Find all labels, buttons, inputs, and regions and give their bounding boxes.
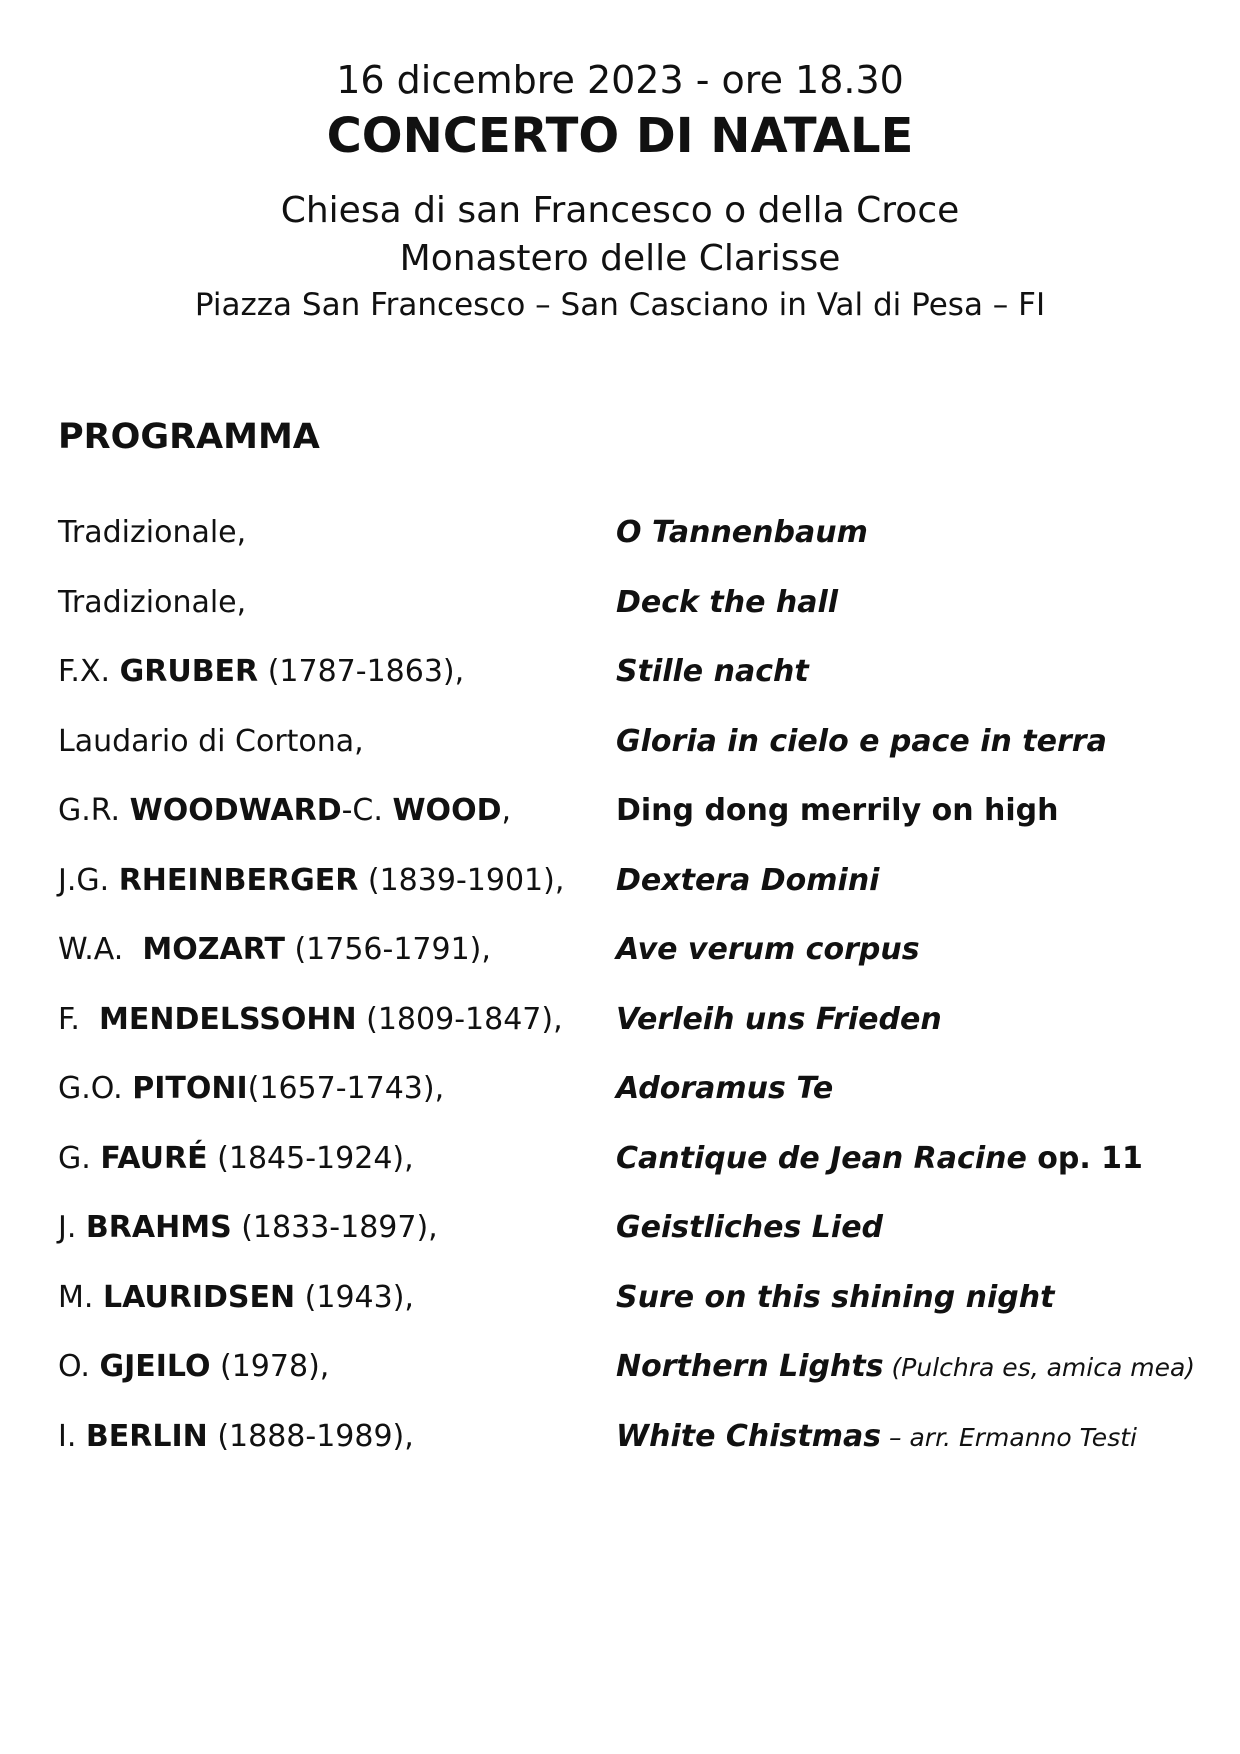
program-item — [0, 1203, 1240, 1253]
program-item — [0, 1134, 1240, 1184]
program-item-composer — [58, 578, 246, 628]
composer-initials: F. — [58, 1002, 100, 1037]
program-item-composer — [58, 1134, 414, 1184]
composer-surname: MOZART — [142, 932, 285, 967]
composer-dates: (1845-1924), — [207, 1141, 414, 1176]
composer-initials: G. — [58, 1141, 101, 1176]
program-item — [0, 647, 1240, 697]
program-item-composer — [58, 717, 364, 767]
composer-dates: (1978), — [210, 1349, 330, 1384]
program-item — [0, 925, 1240, 975]
composer-surname: WOODWARD — [129, 793, 342, 828]
program-item-composer — [58, 508, 246, 558]
composer-dates: (1833-1897), — [231, 1210, 438, 1245]
venue-monastery: Monastero delle Clarisse — [399, 238, 841, 279]
program-item-work — [616, 786, 1058, 837]
work-title: Stille nacht — [616, 654, 809, 689]
program-item — [0, 1342, 1240, 1392]
composer-dates: (1943), — [295, 1280, 414, 1315]
composer-dates: (1787-1863), — [258, 654, 465, 689]
work-note: – arr. Ermanno Testi — [881, 1423, 1137, 1452]
program-item-work — [616, 1203, 883, 1254]
program-item — [0, 856, 1240, 906]
concert-title: CONCERTO DI NATALE — [326, 108, 914, 164]
composer-initials: F.X. — [58, 654, 120, 689]
program-item-composer — [58, 1273, 414, 1323]
program-item — [0, 578, 1240, 628]
composer-initials: Tradizionale, — [58, 585, 247, 620]
composer-initials: G.O. — [58, 1071, 133, 1106]
program-item-work — [616, 925, 920, 976]
work-title: Sure on this shining night — [616, 1280, 1055, 1315]
program-item-composer — [58, 647, 464, 697]
work-title: Dextera Domini — [616, 863, 880, 898]
composer-surname: LAURIDSEN — [102, 1280, 296, 1315]
program-item-work — [616, 1342, 1195, 1393]
work-title: O Tannenbaum — [616, 515, 868, 550]
composer-surname: GRUBER — [119, 654, 259, 689]
composer-surname: RHEINBERGER — [118, 863, 359, 898]
venue-address: Piazza San Francesco – San Casciano in Val di Pesa – FI — [194, 287, 1046, 323]
program-item-work — [616, 1412, 1137, 1463]
program-item — [0, 717, 1240, 767]
program-item-composer — [58, 786, 511, 836]
program-item — [0, 786, 1240, 836]
composer-dates: (1657-1743), — [247, 1071, 445, 1106]
composer-dates: (1839-1901), — [358, 863, 565, 898]
composer-initials: O. — [58, 1349, 100, 1384]
composer-initials: Laudario di Cortona, — [58, 724, 364, 759]
program-heading: PROGRAMMA — [58, 417, 320, 457]
composer-initials: W.A. — [58, 932, 143, 967]
program-item-work — [616, 1273, 1054, 1324]
program-item — [0, 508, 1240, 558]
composer-surname: GJEILO — [99, 1349, 211, 1384]
program-item-work — [616, 717, 1107, 768]
program-item — [0, 1412, 1240, 1462]
work-title: Verleih uns Frieden — [616, 1002, 942, 1037]
work-title: Geistliches Lied — [616, 1210, 884, 1245]
work-title: White Chistmas — [616, 1419, 882, 1454]
program-item-work — [616, 856, 879, 907]
composer-dates-second: , — [501, 793, 512, 828]
composer-surname: BERLIN — [85, 1419, 208, 1454]
program-item-work — [616, 508, 868, 559]
composer-initials: Tradizionale, — [58, 515, 247, 550]
program-item — [0, 1273, 1240, 1323]
composer-initials: G.R. — [58, 793, 130, 828]
program-item-work — [616, 1134, 1143, 1185]
program-item-work — [616, 647, 809, 698]
venue-church: Chiesa di san Francesco o della Croce — [280, 190, 960, 231]
work-note: (Pulchra es, amica mea) — [883, 1353, 1196, 1382]
composer-initials: I. — [58, 1419, 86, 1454]
program-item-work — [616, 1064, 833, 1115]
program-item-work — [616, 578, 838, 629]
program-item — [0, 995, 1240, 1045]
composer-initials: M. — [58, 1280, 103, 1315]
work-suffix: Ding dong merrily on high — [616, 793, 1059, 828]
composer-surname: BRAHMS — [85, 1210, 232, 1245]
composer-surname: PITONI — [132, 1071, 248, 1106]
work-title: Cantique de Jean Racine — [616, 1141, 1027, 1176]
composer-surname: FAURÉ — [100, 1141, 208, 1176]
program-item-work — [616, 995, 942, 1046]
composer-initials: J.G. — [58, 863, 119, 898]
work-title: Northern Lights — [616, 1349, 884, 1384]
program-item-composer — [58, 1342, 329, 1392]
work-title: Ave verum corpus — [616, 932, 920, 967]
work-title: Adoramus Te — [616, 1071, 834, 1106]
program-item-composer — [58, 995, 563, 1045]
program-item-composer — [58, 856, 564, 906]
work-suffix: op. 11 — [1026, 1141, 1143, 1176]
composer-dates: -C. — [341, 793, 393, 828]
composer-initials: J. — [58, 1210, 86, 1245]
work-title: Deck the hall — [616, 585, 839, 620]
program-item — [0, 1064, 1240, 1114]
concert-date-time: 16 dicembre 2023 - ore 18.30 — [336, 58, 904, 102]
composer-surname-second: WOOD — [392, 793, 502, 828]
composer-dates: (1756-1791), — [284, 932, 491, 967]
composer-dates: (1888-1989), — [207, 1419, 414, 1454]
composer-dates: (1809-1847), — [356, 1002, 563, 1037]
program-item-composer — [58, 925, 491, 975]
composer-surname: MENDELSSOHN — [99, 1002, 357, 1037]
program-item-composer — [58, 1412, 414, 1462]
work-title: Gloria in cielo e pace in terra — [616, 724, 1107, 759]
program-item-composer — [58, 1064, 444, 1114]
program-item-composer — [58, 1203, 438, 1253]
